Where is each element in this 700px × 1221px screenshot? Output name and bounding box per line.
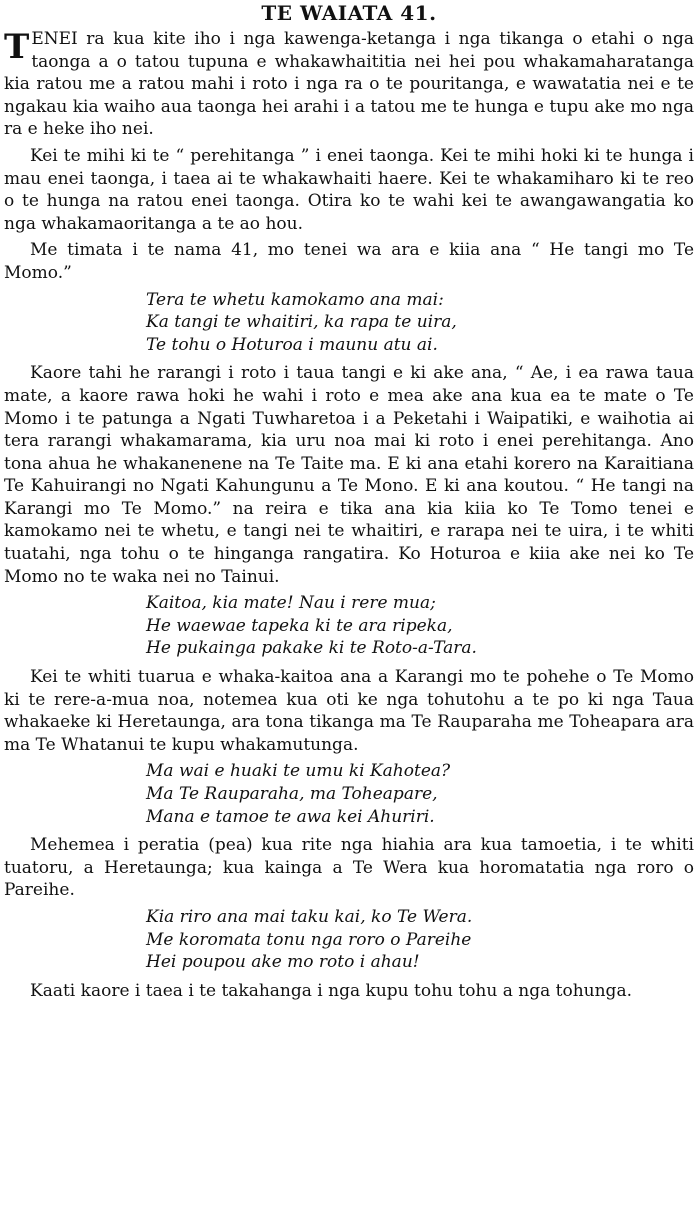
verse-line: Ka tangi te whaitiri, ka rapa te uira, bbox=[146, 312, 457, 333]
verse-line: Ma wai e huaki te umu ki Kahotea? bbox=[146, 761, 451, 782]
verse-4 bbox=[146, 906, 694, 974]
verse-line: He pukainga pakake ki te Roto-a-Tara. bbox=[146, 638, 477, 659]
verse-line: Kaitoa, kia mate! Nau i rere mua; bbox=[146, 593, 436, 614]
verse-line: Me koromata tonu nga roro o Pareihe bbox=[146, 929, 472, 950]
verse-2 bbox=[146, 592, 694, 660]
verse-line: Ma Te Rauparaha, ma Toheapare, bbox=[146, 784, 438, 804]
paragraph-intro bbox=[4, 28, 694, 141]
paragraph-explanation: Kaore tahi he rarangi i roto i taua tangi e ki ake ana, “ Ae, i ea rawa taua mate, a kaore rawa hoki he wahi i roto e mea ake ana kua ea te mate o Te Momo i te patunga a Ngati Tuwharetoa i a Peketahi i Waipatiki, e waihotia ai tera rarangi whakamarama, kia uru noa mai ki roto i enei perehitanga. Ano tona ahua he whakanenene na Te Taite ma. E ki ana etahi korero na Karaitiana Te Kahuirangi no Ngati Kahungunu a Te Mono. E ki ana koutou. “ He tangi na Karangi mo Te Momo.” na reira e tika ana kia kiia ko Te Tomo tenei e kamokamo nei te whetu, e tangi nei te whaitiri, e rarapa nei te uira, i te whiti tuatahi, nga tohu o te hinganga rangatira. Ko Hoturoa e kiia ake nei ko Te Momo no te waka nei no Tainui. bbox=[4, 363, 694, 587]
verse-3 bbox=[146, 760, 694, 828]
drop-cap: T bbox=[4, 27, 30, 67]
verse-line: Tera te whetu kamokamo ana mai: bbox=[146, 289, 444, 310]
paragraph-second-stanza: Kei te whiti tuarua e whaka-kaitoa ana a Karangi mo te pohehe o Te Momo ki te rere-a-mua noa, notemea kua oti ke nga tohutohu a te po ki nga Taua whakaeke ki Heretaunga, ara tona tikanga ma Te Rauparaha me Toheapara ara ma Te Whatanui te kupu whakamutunga. bbox=[4, 667, 694, 755]
verse-line: Te tohu o Hoturoa i maunu atu ai. bbox=[146, 334, 438, 355]
verse-line: He waewae tapeka ki te ara ripeka, bbox=[146, 615, 453, 636]
paragraph-closing: Kaati kaore i taea i te takahanga i nga kupu tohu tohu a nga tohunga. bbox=[30, 980, 632, 1001]
verse-1 bbox=[146, 289, 694, 357]
verse-line: Mana e tamoe te awa kei Ahuriri. bbox=[146, 806, 435, 827]
verse-line: Kia riro ana mai taku kai, ko Te Wera. bbox=[146, 906, 473, 927]
paragraph-start: Me timata i te nama 41, mo tenei wa ara e kiia ana “ He tangi mo Te Momo.” bbox=[4, 240, 694, 283]
paragraph-third-stanza: Mehemea i peratia (pea) kua rite nga hiahia ara kua tamoetia, i te whiti tuatoru, a Heretaunga; kua kainga a Te Wera kua horomatatia nga roro o Pareihe. bbox=[4, 835, 694, 901]
song-title: TE WAIATA 41. bbox=[261, 1, 437, 25]
paragraph-thanks: Kei te mihi ki te “ perehitanga ” i enei taonga. Kei te mihi hoki ki te hunga i mau enei taonga, i taea ai te whakawhaiti haere. Kei te whakamiharo ki te reo o te hunga na ratou enei taonga. Otira ko te wahi kei te awangawangatia ko nga whakamaoritanga a te ao hou. bbox=[4, 145, 694, 234]
verse-line: Hei poupou ake mo roto i ahau! bbox=[146, 952, 420, 973]
paragraph-intro-text: ENEI ra kua kite iho i nga kawenga-ketanga i nga tikanga o etahi o nga taonga a o tatou tupuna e whakawhaititia nei hei pou whakamaharatanga kia ratou me a ratou mahi i roto i nga ra o te pouritanga, e wawatatia nei e te ngakau kia waiho aua taonga hei arahi i a tatou me te hunga e tupu ake mo nga ra e heke iho nei. bbox=[4, 29, 694, 140]
